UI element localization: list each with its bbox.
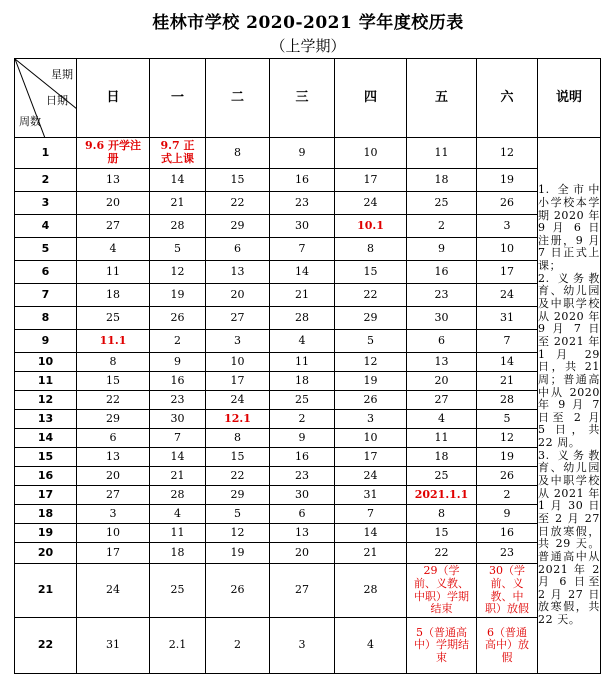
date-cell: 22 — [206, 467, 270, 486]
date-cell: 28 — [477, 391, 538, 410]
date-cell: 9 — [270, 138, 335, 169]
date-cell: 28 — [335, 564, 407, 618]
week-number: 7 — [15, 284, 77, 307]
week-row — [15, 169, 601, 192]
week-row — [15, 192, 601, 215]
date-cell: 2.1 — [150, 618, 206, 674]
date-cell: 7 — [270, 238, 335, 261]
date-cell: 14 — [477, 353, 538, 372]
date-cell: 14 — [150, 448, 206, 467]
date-cell: 19 — [335, 372, 407, 391]
date-cell: 29 — [77, 410, 150, 429]
week-number: 6 — [15, 261, 77, 284]
date-cell: 20 — [407, 372, 477, 391]
date-cell: 16 — [270, 448, 335, 467]
page-subtitle: （上学期） — [270, 37, 346, 55]
notes-cell — [538, 138, 601, 674]
date-cell: 12 — [335, 353, 407, 372]
page-title: 桂林市学校 2020-2021 学年度校历表 — [152, 13, 464, 33]
date-cell: 3 — [270, 618, 335, 674]
note-item: 1. 全市中小学校本学期 2020 年 9 月 6 日注册，9 月 7 日正式上课； — [538, 183, 600, 273]
date-cell: 20 — [77, 192, 150, 215]
week-number: 22 — [15, 618, 77, 674]
date-cell: 29（学前、义教、中职）学期结束 — [407, 564, 477, 618]
header-day-wed: 三 — [270, 59, 335, 138]
date-cell: 9 — [150, 353, 206, 372]
date-cell: 24 — [477, 284, 538, 307]
date-cell: 3 — [206, 330, 270, 353]
date-cell: 13 — [77, 169, 150, 192]
date-cell: 24 — [335, 192, 407, 215]
date-cell: 20 — [77, 467, 150, 486]
week-number: 20 — [15, 543, 77, 564]
date-cell: 25 — [407, 192, 477, 215]
date-cell: 23 — [477, 543, 538, 564]
date-cell: 23 — [270, 467, 335, 486]
date-cell: 23 — [407, 284, 477, 307]
header-day-sat: 六 — [477, 59, 538, 138]
date-cell: 9.6 开学注册 — [77, 138, 150, 169]
date-cell: 22 — [77, 391, 150, 410]
week-row — [15, 138, 601, 169]
header-day-thu: 四 — [335, 59, 407, 138]
date-cell: 25 — [150, 564, 206, 618]
date-cell: 5（普通高中）学期结束 — [407, 618, 477, 674]
date-cell: 27 — [206, 307, 270, 330]
week-row — [15, 564, 601, 618]
date-cell: 25 — [270, 391, 335, 410]
date-cell: 23 — [270, 192, 335, 215]
date-cell: 13 — [77, 448, 150, 467]
date-cell: 15 — [335, 261, 407, 284]
date-cell: 18 — [407, 169, 477, 192]
date-cell: 26 — [477, 192, 538, 215]
date-cell: 12 — [477, 429, 538, 448]
date-cell: 11.1 — [77, 330, 150, 353]
calendar-body — [15, 138, 601, 674]
date-cell: 31 — [477, 307, 538, 330]
date-cell: 11 — [407, 138, 477, 169]
date-cell: 27 — [77, 215, 150, 238]
week-number: 3 — [15, 192, 77, 215]
date-cell: 6 — [407, 330, 477, 353]
date-cell: 3 — [477, 215, 538, 238]
corner-label-date: 日期 — [46, 94, 68, 107]
date-cell: 26 — [150, 307, 206, 330]
date-cell: 6（普通高中）放假 — [477, 618, 538, 674]
date-cell: 11 — [77, 261, 150, 284]
week-number: 5 — [15, 238, 77, 261]
date-cell: 10 — [77, 524, 150, 543]
date-cell: 15 — [206, 448, 270, 467]
date-cell: 28 — [270, 307, 335, 330]
week-number: 13 — [15, 410, 77, 429]
date-cell: 28 — [150, 486, 206, 505]
date-cell: 9 — [477, 505, 538, 524]
date-cell: 13 — [407, 353, 477, 372]
week-number: 15 — [15, 448, 77, 467]
date-cell: 27 — [270, 564, 335, 618]
date-cell: 15 — [206, 169, 270, 192]
date-cell: 17 — [206, 372, 270, 391]
week-number: 12 — [15, 391, 77, 410]
date-cell: 15 — [407, 524, 477, 543]
week-number: 9 — [15, 330, 77, 353]
date-cell: 19 — [477, 169, 538, 192]
calendar-table — [14, 58, 601, 674]
date-cell: 22 — [335, 284, 407, 307]
date-cell: 12 — [150, 261, 206, 284]
date-cell: 11 — [407, 429, 477, 448]
date-cell: 2 — [150, 330, 206, 353]
date-cell: 7 — [150, 429, 206, 448]
week-row — [15, 330, 601, 353]
date-cell: 30 — [150, 410, 206, 429]
date-cell: 10 — [335, 138, 407, 169]
week-row — [15, 307, 601, 330]
date-cell: 4 — [407, 410, 477, 429]
date-cell: 11 — [270, 353, 335, 372]
week-row — [15, 543, 601, 564]
date-cell: 30（学前、义教、中职）放假 — [477, 564, 538, 618]
header-day-mon: 一 — [150, 59, 206, 138]
week-number: 2 — [15, 169, 77, 192]
week-number: 14 — [15, 429, 77, 448]
date-cell: 16 — [477, 524, 538, 543]
header-day-fri: 五 — [407, 59, 477, 138]
week-number: 21 — [15, 564, 77, 618]
date-cell: 12 — [206, 524, 270, 543]
date-cell: 18 — [270, 372, 335, 391]
date-cell: 14 — [150, 169, 206, 192]
date-cell: 21 — [270, 284, 335, 307]
date-cell: 16 — [407, 261, 477, 284]
date-cell: 19 — [150, 284, 206, 307]
date-cell: 27 — [77, 486, 150, 505]
week-number: 4 — [15, 215, 77, 238]
week-row — [15, 410, 601, 429]
date-cell: 17 — [335, 448, 407, 467]
week-row — [15, 391, 601, 410]
date-cell: 9 — [270, 429, 335, 448]
week-row — [15, 353, 601, 372]
week-row — [15, 215, 601, 238]
week-number: 16 — [15, 467, 77, 486]
date-cell: 26 — [477, 467, 538, 486]
date-cell: 10 — [206, 353, 270, 372]
date-cell: 29 — [206, 486, 270, 505]
date-cell: 8 — [206, 429, 270, 448]
date-cell: 18 — [150, 543, 206, 564]
date-cell: 7 — [335, 505, 407, 524]
corner-cell — [15, 59, 77, 138]
date-cell: 7 — [477, 330, 538, 353]
header-day-sun: 日 — [77, 59, 150, 138]
date-cell: 10 — [335, 429, 407, 448]
date-cell: 9 — [407, 238, 477, 261]
date-cell: 8 — [206, 138, 270, 169]
date-cell: 11 — [150, 524, 206, 543]
header-day-tue: 二 — [206, 59, 270, 138]
date-cell: 16 — [150, 372, 206, 391]
date-cell: 15 — [77, 372, 150, 391]
corner-label-weekday: 星期 — [51, 68, 73, 81]
week-row — [15, 524, 601, 543]
week-row — [15, 372, 601, 391]
week-number: 17 — [15, 486, 77, 505]
date-cell: 19 — [206, 543, 270, 564]
date-cell: 21 — [477, 372, 538, 391]
date-cell: 12.1 — [206, 410, 270, 429]
week-row — [15, 261, 601, 284]
date-cell: 17 — [77, 543, 150, 564]
date-cell: 4 — [150, 505, 206, 524]
week-row — [15, 618, 601, 674]
date-cell: 5 — [150, 238, 206, 261]
date-cell: 8 — [335, 238, 407, 261]
date-cell: 26 — [206, 564, 270, 618]
date-cell: 27 — [407, 391, 477, 410]
week-number: 8 — [15, 307, 77, 330]
header-row — [15, 59, 601, 138]
week-number: 18 — [15, 505, 77, 524]
week-number: 10 — [15, 353, 77, 372]
date-cell: 2021.1.1 — [407, 486, 477, 505]
date-cell: 19 — [477, 448, 538, 467]
corner-label-week-number: 周数 — [19, 115, 41, 129]
date-cell: 21 — [335, 543, 407, 564]
date-cell: 6 — [77, 429, 150, 448]
week-row — [15, 429, 601, 448]
note-item: 2. 义务教育、幼儿园及中职学校从 2020 年 9 月 7 日至 2021 年 1 月 29 日，共 21 周；普通高中从 2020 年 9 月 7 日至 2 月 5 日，共 22 周。 — [538, 271, 600, 450]
week-row — [15, 238, 601, 261]
week-row — [15, 505, 601, 524]
week-row — [15, 467, 601, 486]
date-cell: 4 — [335, 618, 407, 674]
date-cell: 8 — [77, 353, 150, 372]
date-cell: 20 — [206, 284, 270, 307]
week-row — [15, 284, 601, 307]
date-cell: 24 — [335, 467, 407, 486]
date-cell: 4 — [270, 330, 335, 353]
date-cell: 26 — [335, 391, 407, 410]
date-cell: 31 — [77, 618, 150, 674]
date-cell: 9.7 正式上课 — [150, 138, 206, 169]
date-cell: 30 — [270, 486, 335, 505]
date-cell: 10 — [477, 238, 538, 261]
date-cell: 3 — [77, 505, 150, 524]
date-cell: 8 — [407, 505, 477, 524]
date-cell: 24 — [77, 564, 150, 618]
date-cell: 22 — [407, 543, 477, 564]
week-row — [15, 448, 601, 467]
date-cell: 5 — [206, 505, 270, 524]
date-cell: 29 — [206, 215, 270, 238]
date-cell: 16 — [270, 169, 335, 192]
date-cell: 18 — [77, 284, 150, 307]
date-cell: 2 — [407, 215, 477, 238]
week-number: 19 — [15, 524, 77, 543]
note-item: 3. 义务教育、幼儿园及中职学校从 2021 年 1 月 30 日至 2 月 27 日放寒假，共 29 天。普通高中从 2021 年 2 月 6 日至 2 月 27 日放寒假，共 22 天。 — [538, 448, 600, 627]
date-cell: 2 — [477, 486, 538, 505]
date-cell: 30 — [407, 307, 477, 330]
date-cell: 14 — [335, 524, 407, 543]
date-cell: 2 — [206, 618, 270, 674]
week-row — [15, 486, 601, 505]
date-cell: 25 — [77, 307, 150, 330]
date-cell: 25 — [407, 467, 477, 486]
date-cell: 5 — [335, 330, 407, 353]
date-cell: 21 — [150, 192, 206, 215]
date-cell: 28 — [150, 215, 206, 238]
week-number: 11 — [15, 372, 77, 391]
date-cell: 13 — [270, 524, 335, 543]
date-cell: 5 — [477, 410, 538, 429]
date-cell: 21 — [150, 467, 206, 486]
date-cell: 14 — [270, 261, 335, 284]
date-cell: 30 — [270, 215, 335, 238]
date-cell: 17 — [477, 261, 538, 284]
date-cell: 23 — [150, 391, 206, 410]
date-cell: 29 — [335, 307, 407, 330]
date-cell: 24 — [206, 391, 270, 410]
date-cell: 2 — [270, 410, 335, 429]
week-number: 1 — [15, 138, 77, 169]
date-cell: 13 — [206, 261, 270, 284]
date-cell: 20 — [270, 543, 335, 564]
date-cell: 10.1 — [335, 215, 407, 238]
date-cell: 6 — [270, 505, 335, 524]
date-cell: 31 — [335, 486, 407, 505]
date-cell: 22 — [206, 192, 270, 215]
date-cell: 6 — [206, 238, 270, 261]
date-cell: 18 — [407, 448, 477, 467]
date-cell: 4 — [77, 238, 150, 261]
date-cell: 17 — [335, 169, 407, 192]
header-notes: 说明 — [538, 59, 601, 138]
date-cell: 12 — [477, 138, 538, 169]
date-cell: 3 — [335, 410, 407, 429]
